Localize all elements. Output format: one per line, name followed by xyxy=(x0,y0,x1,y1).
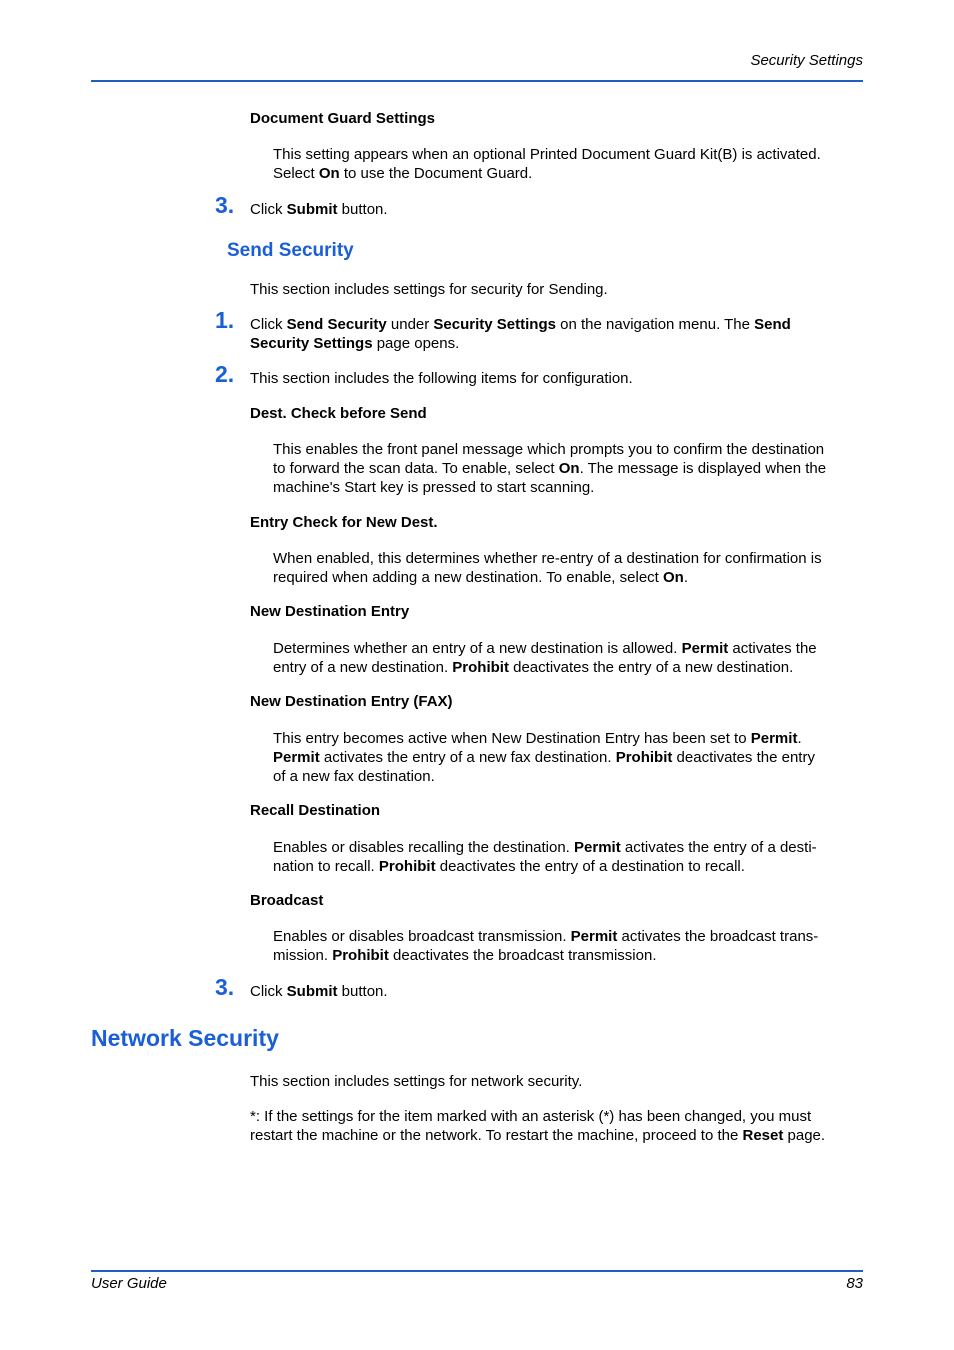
new-dest-fax-paragraph: This entry becomes active when New Destination Entry has been set to Permit. Permit activates the entry of a new fax destination. Prohibit deactivates the entry of a new fax destination. xyxy=(273,730,815,785)
step-3-top-text: Click Submit button. xyxy=(250,201,388,218)
doc-guard-heading: Document Guard Settings xyxy=(250,110,436,127)
step-3-text: Click Submit button. xyxy=(250,983,388,1000)
broadcast-paragraph: Enables or disables broadcast transmission. Permit activates the broadcast trans- mission. Prohibit deactivates the broadcast transmission. xyxy=(273,928,819,964)
send-security-intro: This section includes settings for security for Sending. xyxy=(250,281,608,298)
dest-check-paragraph: This enables the front panel message which prompts you to confirm the destination to forward the scan data. To enable, select On. The message is displayed when the machine's Start key is pressed to start scanning. xyxy=(273,441,827,496)
running-header: Security Settings xyxy=(750,52,863,69)
dest-check-heading: Dest. Check before Send xyxy=(250,405,427,422)
footer-guide-label: User Guide xyxy=(91,1275,167,1292)
entry-check-paragraph: When enabled, this determines whether re-entry of a destination for confirmation is required when adding a new destination. To enable, select On. xyxy=(273,550,822,586)
step-number-3-top: 3. xyxy=(215,192,235,218)
recall-heading: Recall Destination xyxy=(250,802,381,819)
network-security-note: *: If the settings for the item marked with an asterisk (*) has been changed, you must restart the machine or the network. To restart the machine, proceed to the Reset page. xyxy=(250,1108,826,1144)
doc-guard-line-2: Select On to use the Document Guard. xyxy=(273,165,533,182)
network-security-intro: This section includes settings for network security. xyxy=(250,1073,583,1090)
entry-check-heading: Entry Check for New Dest. xyxy=(250,514,438,531)
step-number-1: 1. xyxy=(215,307,235,333)
new-dest-paragraph: Determines whether an entry of a new destination is allowed. Permit activates the entry of a new destination. Prohibit deactivates the entry of a new destination. xyxy=(273,640,817,676)
new-dest-fax-heading: New Destination Entry (FAX) xyxy=(250,693,453,710)
step-1-text: Click Send Security under Security Settings on the navigation menu. The Send Security Settings page opens. xyxy=(250,316,791,352)
step-number-3: 3. xyxy=(215,974,235,1000)
network-security-title: Network Security xyxy=(91,1025,279,1051)
broadcast-heading: Broadcast xyxy=(250,892,324,909)
recall-paragraph: Enables or disables recalling the destination. Permit activates the entry of a desti- nation to recall. Prohibit deactivates the entry of a destination to recall. xyxy=(273,839,817,875)
step-2-text: This section includes the following items for configuration. xyxy=(250,370,633,387)
send-security-title: Send Security xyxy=(227,240,354,261)
doc-guard-paragraph xyxy=(273,145,865,183)
footer-rule xyxy=(91,1270,863,1272)
doc-guard-line-1: This setting appears when an optional Printed Document Guard Kit(B) is activated. xyxy=(273,146,821,163)
page-number: 83 xyxy=(846,1275,863,1292)
header-rule xyxy=(91,80,863,82)
new-dest-heading: New Destination Entry xyxy=(250,603,410,620)
step-number-2: 2. xyxy=(215,361,235,387)
